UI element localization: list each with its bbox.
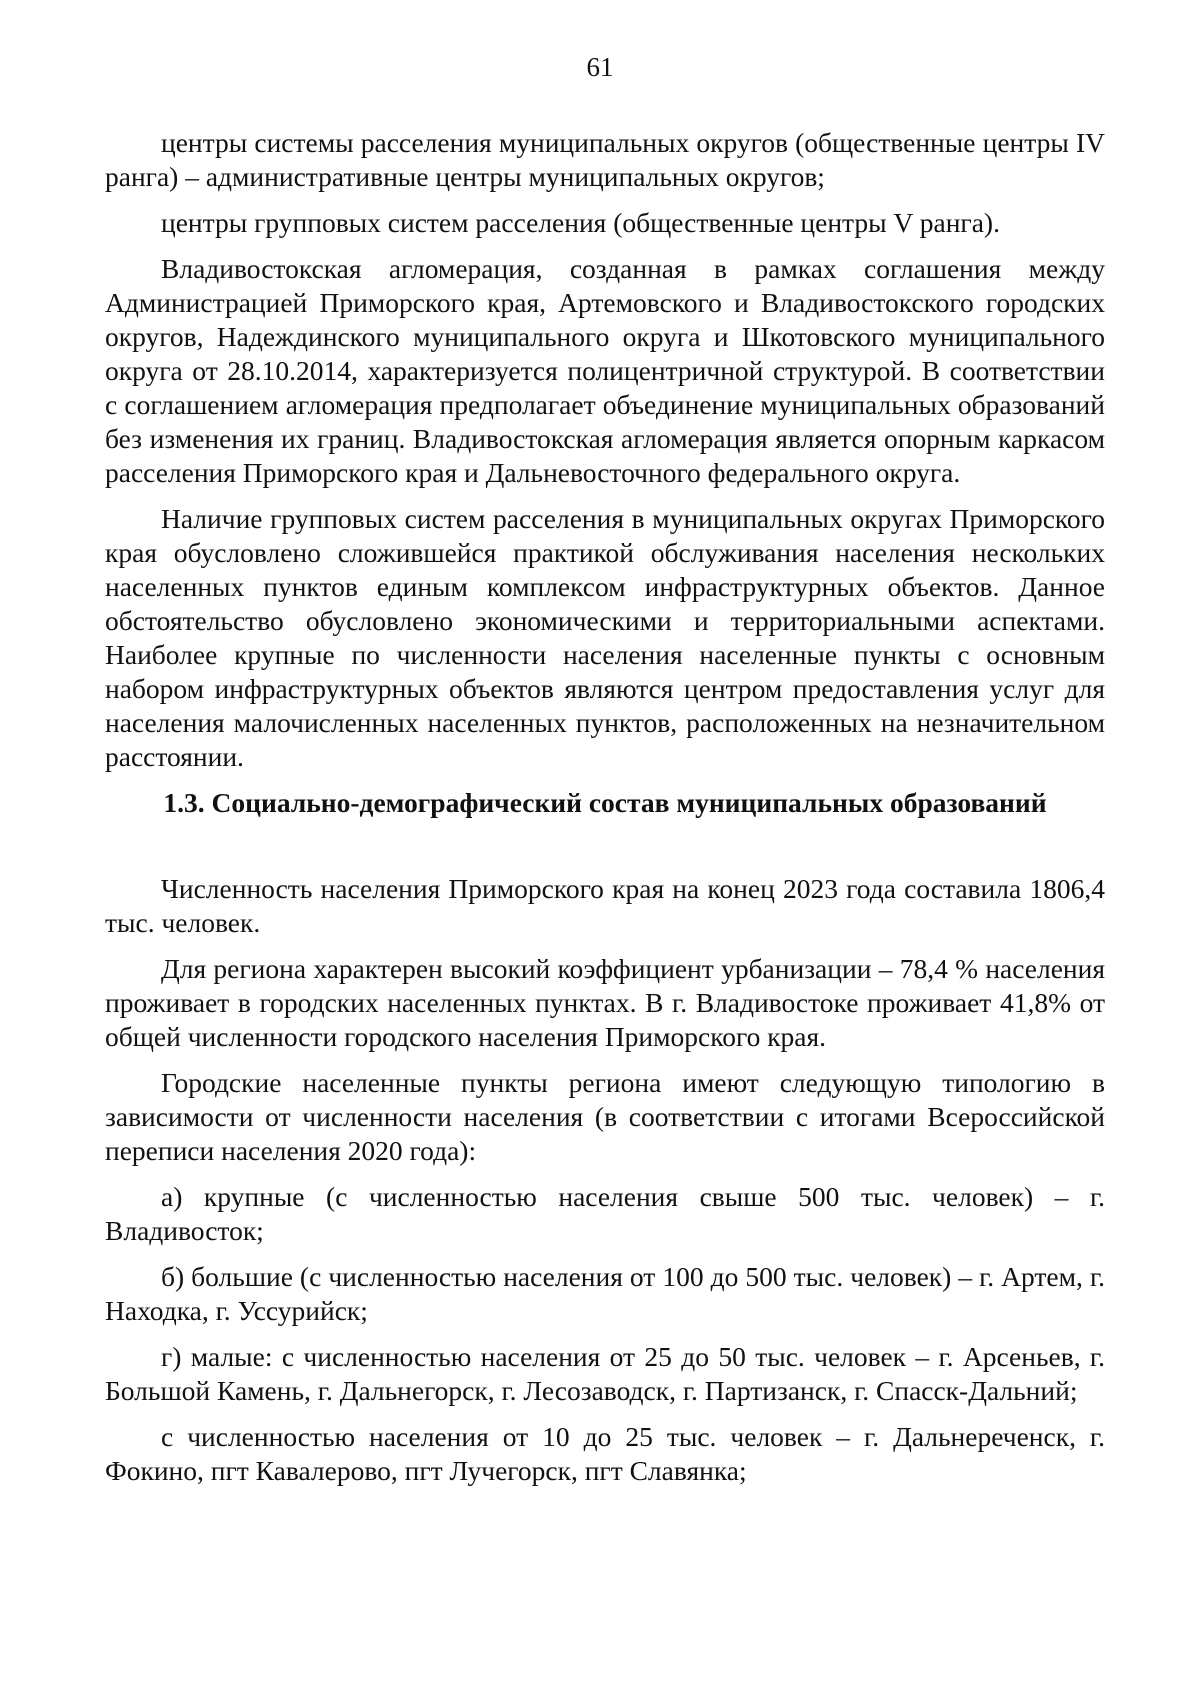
list-item-small-cities: г) малые: с численностью населения от 25 до 50 тыс. человек – г. Арсеньев, г. Большой Камень, г. Дальнегорск, г. Лесозаводск, г. Партизанск, г. Спасск-Дальний;	[105, 1341, 1105, 1406]
paragraph-group-settlement-systems: Наличие групповых систем расселения в муниципальных округах Приморского края обусловлено сложившейся практикой обслуживания населения нескольких населенных пунктов единым комплексом инфраструктурных объектов. Данное обстоятельство обусловлено экономическими и территориальными аспектами. Наиболее крупные по численности населения населенные пункты с основным набором инфраструктурных объектов являются центром предоставления услуг для населения малочисленных населенных пунктов, расположенных на незначительном расстоянии.	[105, 503, 1105, 772]
list-item-large-cities: а) крупные (с численностью населения свыше 500 тыс. человек) – г. Владивосток;	[105, 1181, 1105, 1246]
page-number: 61	[586, 52, 614, 82]
paragraph-vladivostok-agglomeration: Владивостокская агломерация, созданная в рамках соглашения между Администрацией Приморского края, Артемовского и Владивостокского городских округов, Надеждинского муниципального округа и Шкотовского муниципального округа от 28.10.2014, характеризуется полицентричной структурой. В соответствии с соглашением агломерация предполагает объединение муниципальных образований без изменения их границ. Владивостокская агломерация является опорным каркасом расселения Приморского края и Дальневосточного федерального округа.	[105, 253, 1105, 488]
paragraph-settlement-centers-rank-5: центры групповых систем расселения (общественные центры V ранга).	[161, 207, 1000, 238]
list-item-small-cities-10-25: с численностью населения от 10 до 25 тыс. человек – г. Дальнереченск, г. Фокино, пгт Кавалерово, пгт Лучегорск, пгт Славянка;	[105, 1421, 1105, 1486]
paragraph-settlement-centers-rank-4: центры системы расселения муниципальных округов (общественные центры IV ранга) – административные центры муниципальных округов;	[105, 127, 1105, 192]
paragraph-population-total: Численность населения Приморского края на конец 2023 года составила 1806,4 тыс. человек.	[105, 873, 1105, 938]
section-heading: 1.3. Социально-демографический состав муниципальных образований	[163, 787, 1047, 818]
page-body	[105, 126, 1105, 1500]
paragraph-typology-intro: Городские населенные пункты региона имеют следующую типологию в зависимости от численности населения (в соответствии с итогами Всероссийской переписи населения 2020 года):	[105, 1067, 1105, 1166]
list-item-big-cities: б) большие (с численностью населения от 100 до 500 тыс. человек) – г. Артем, г. Находка, г. Уссурийск;	[105, 1261, 1105, 1326]
paragraph-urbanization: Для региона характерен высокий коэффициент урбанизации – 78,4 % населения проживает в городских населенных пунктах. В г. Владивостоке проживает 41,8% от общей численности городского населения Приморского края.	[105, 953, 1105, 1052]
